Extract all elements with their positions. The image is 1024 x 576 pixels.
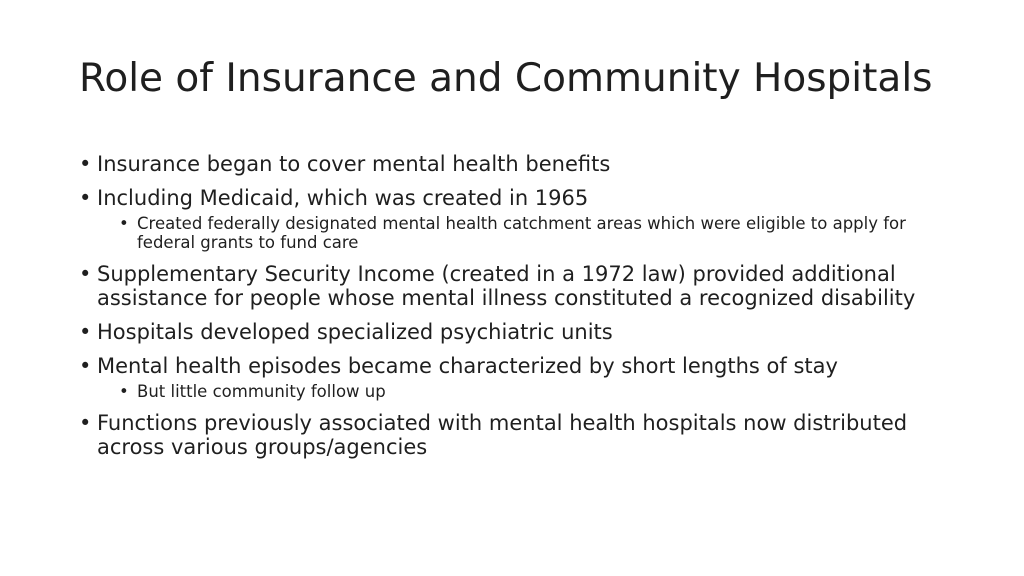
bullet-item: • Hospitals developed specialized psychiatric units [79,320,959,344]
bullet-item: • Supplementary Security Income (created in a 1972 law) provided additional assistance for people whose mental illness constituted a recognized disability [79,262,959,310]
slide-title: Role of Insurance and Community Hospitals [79,56,933,101]
bullet-item: • Insurance began to cover mental health benefits [79,152,959,176]
bullet-item: • Including Medicaid, which was created in 1965 [79,186,959,210]
bullet-item: • Functions previously associated with mental health hospitals now distributed across various groups/agencies [79,411,959,459]
sub-bullet-item: • But little community follow up [119,382,959,401]
bullet-list [79,152,959,469]
sub-bullet-item: • Created federally designated mental health catchment areas which were eligible to apply for federal grants to fund care [119,214,959,252]
bullet-item: • Mental health episodes became characterized by short lengths of stay [79,354,959,378]
